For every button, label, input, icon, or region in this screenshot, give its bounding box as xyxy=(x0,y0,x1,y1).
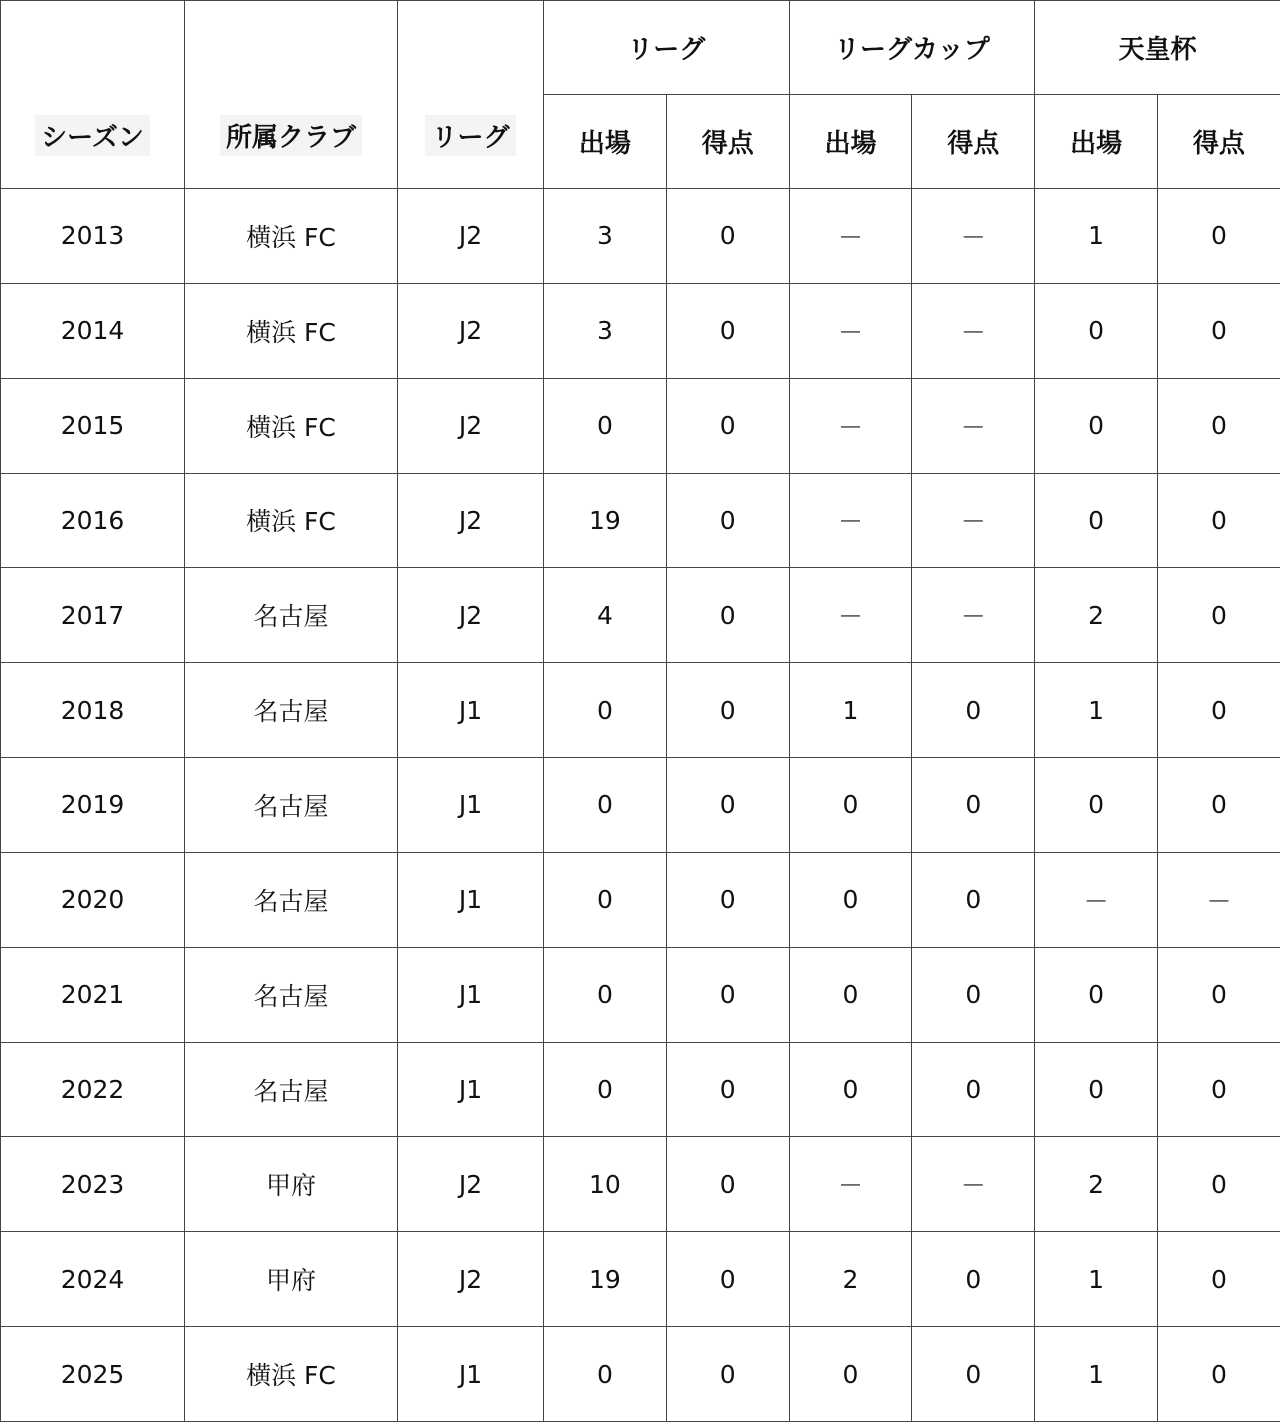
cell-season: 2021 xyxy=(1,947,185,1042)
cell-league-apps: 0 xyxy=(544,663,667,758)
cell-league: J1 xyxy=(398,852,544,947)
cell-league-goals: 0 xyxy=(666,758,789,853)
cell-league-cup-apps: － xyxy=(789,378,912,473)
cell-club: 横浜 FC xyxy=(185,283,398,378)
cell-league-goals: 0 xyxy=(666,283,789,378)
header-league-apps: 出場 xyxy=(544,95,667,189)
cell-league-goals: 0 xyxy=(666,947,789,1042)
cell-league-cup-apps: 0 xyxy=(789,758,912,853)
cell-league-cup-apps: 2 xyxy=(789,1232,912,1327)
cell-league-cup-goals: 0 xyxy=(912,852,1035,947)
cell-league-apps: 4 xyxy=(544,568,667,663)
cell-league-goals: 0 xyxy=(666,663,789,758)
cell-league: J1 xyxy=(398,758,544,853)
header-league-goals: 得点 xyxy=(666,95,789,189)
cell-season: 2013 xyxy=(1,189,185,284)
cell-season: 2015 xyxy=(1,378,185,473)
cell-season: 2016 xyxy=(1,473,185,568)
cell-emperors-cup-goals: 0 xyxy=(1158,1327,1280,1422)
table-row xyxy=(1,378,1280,473)
cell-emperors-cup-apps: 2 xyxy=(1035,1137,1158,1232)
cell-emperors-cup-apps: － xyxy=(1035,852,1158,947)
cell-club: 横浜 FC xyxy=(185,189,398,284)
cell-season: 2022 xyxy=(1,1042,185,1137)
cell-emperors-cup-apps: 0 xyxy=(1035,283,1158,378)
cell-emperors-cup-goals: 0 xyxy=(1158,1232,1280,1327)
cell-league-goals: 0 xyxy=(666,1327,789,1422)
cell-emperors-cup-goals: 0 xyxy=(1158,189,1280,284)
table-row xyxy=(1,568,1280,663)
cell-season: 2014 xyxy=(1,283,185,378)
table-row xyxy=(1,189,1280,284)
header-league-cup-apps: 出場 xyxy=(789,95,912,189)
cell-club: 甲府 xyxy=(185,1137,398,1232)
cell-emperors-cup-apps: 0 xyxy=(1035,1042,1158,1137)
cell-league-cup-apps: 0 xyxy=(789,1042,912,1137)
cell-club: 名古屋 xyxy=(185,947,398,1042)
cell-emperors-cup-goals: 0 xyxy=(1158,758,1280,853)
cell-league-apps: 0 xyxy=(544,1042,667,1137)
table-row xyxy=(1,1232,1280,1327)
cell-league-apps: 0 xyxy=(544,1327,667,1422)
cell-league: J2 xyxy=(398,1232,544,1327)
cell-league-cup-goals: － xyxy=(912,568,1035,663)
cell-league-cup-goals: － xyxy=(912,189,1035,284)
cell-league-cup-apps: － xyxy=(789,568,912,663)
cell-league: J2 xyxy=(398,378,544,473)
cell-season: 2025 xyxy=(1,1327,185,1422)
cell-club: 名古屋 xyxy=(185,758,398,853)
cell-league-apps: 0 xyxy=(544,758,667,853)
header-league-cup-goals: 得点 xyxy=(912,95,1035,189)
cell-club: 名古屋 xyxy=(185,1042,398,1137)
header-group-league: リーグ xyxy=(544,1,790,95)
cell-club: 名古屋 xyxy=(185,568,398,663)
cell-emperors-cup-goals: 0 xyxy=(1158,947,1280,1042)
cell-league-apps: 19 xyxy=(544,473,667,568)
cell-emperors-cup-apps: 0 xyxy=(1035,947,1158,1042)
cell-season: 2019 xyxy=(1,758,185,853)
cell-league-apps: 0 xyxy=(544,947,667,1042)
table-row xyxy=(1,663,1280,758)
cell-emperors-cup-apps: 2 xyxy=(1035,568,1158,663)
cell-league: J2 xyxy=(398,568,544,663)
header-group-emperors-cup: 天皇杯 xyxy=(1035,1,1280,95)
table-row xyxy=(1,947,1280,1042)
cell-league: J1 xyxy=(398,947,544,1042)
table-row xyxy=(1,283,1280,378)
cell-league: J2 xyxy=(398,189,544,284)
cell-league-cup-apps: － xyxy=(789,283,912,378)
cell-league-apps: 10 xyxy=(544,1137,667,1232)
cell-league: J1 xyxy=(398,1327,544,1422)
header-group-league-cup: リーグカップ xyxy=(789,1,1035,95)
cell-league-cup-apps: 0 xyxy=(789,947,912,1042)
cell-club: 横浜 FC xyxy=(185,473,398,568)
table-row xyxy=(1,1327,1280,1422)
table-row xyxy=(1,1042,1280,1137)
table-row xyxy=(1,758,1280,853)
cell-league-goals: 0 xyxy=(666,852,789,947)
cell-club: 名古屋 xyxy=(185,663,398,758)
cell-club: 横浜 FC xyxy=(185,378,398,473)
cell-season: 2017 xyxy=(1,568,185,663)
cell-league-apps: 19 xyxy=(544,1232,667,1327)
cell-season: 2024 xyxy=(1,1232,185,1327)
cell-league: J2 xyxy=(398,1137,544,1232)
table-row xyxy=(1,852,1280,947)
cell-season: 2018 xyxy=(1,663,185,758)
cell-season: 2020 xyxy=(1,852,185,947)
header-emperors-cup-apps: 出場 xyxy=(1035,95,1158,189)
cell-league-goals: 0 xyxy=(666,473,789,568)
cell-emperors-cup-goals: 0 xyxy=(1158,378,1280,473)
cell-league-goals: 0 xyxy=(666,568,789,663)
table-header xyxy=(1,1,1280,189)
cell-league-cup-apps: － xyxy=(789,473,912,568)
cell-emperors-cup-apps: 1 xyxy=(1035,1232,1158,1327)
cell-league-cup-goals: － xyxy=(912,283,1035,378)
cell-emperors-cup-goals: 0 xyxy=(1158,1042,1280,1137)
cell-emperors-cup-goals: 0 xyxy=(1158,663,1280,758)
cell-emperors-cup-apps: 1 xyxy=(1035,1327,1158,1422)
cell-club: 横浜 FC xyxy=(185,1327,398,1422)
cell-league: J1 xyxy=(398,663,544,758)
header-emperors-cup-goals: 得点 xyxy=(1158,95,1280,189)
cell-club: 甲府 xyxy=(185,1232,398,1327)
cell-league-cup-apps: － xyxy=(789,189,912,284)
table-body xyxy=(1,189,1280,1422)
cell-emperors-cup-apps: 1 xyxy=(1035,663,1158,758)
cell-league-cup-apps: 1 xyxy=(789,663,912,758)
cell-league-cup-goals: － xyxy=(912,473,1035,568)
cell-league-apps: 0 xyxy=(544,852,667,947)
cell-league-cup-goals: 0 xyxy=(912,1042,1035,1137)
cell-emperors-cup-goals: 0 xyxy=(1158,1137,1280,1232)
cell-league-cup-apps: 0 xyxy=(789,1327,912,1422)
cell-emperors-cup-apps: 0 xyxy=(1035,378,1158,473)
header-league: リーグ xyxy=(398,1,544,189)
cell-league-cup-goals: 0 xyxy=(912,1327,1035,1422)
cell-league-cup-goals: 0 xyxy=(912,1232,1035,1327)
cell-emperors-cup-goals: 0 xyxy=(1158,283,1280,378)
cell-league-cup-goals: 0 xyxy=(912,758,1035,853)
cell-league-apps: 0 xyxy=(544,378,667,473)
cell-league: J2 xyxy=(398,473,544,568)
cell-league-goals: 0 xyxy=(666,1042,789,1137)
cell-emperors-cup-apps: 0 xyxy=(1035,473,1158,568)
cell-league-goals: 0 xyxy=(666,1232,789,1327)
cell-league-cup-apps: 0 xyxy=(789,852,912,947)
cell-league-apps: 3 xyxy=(544,189,667,284)
cell-league-cup-goals: 0 xyxy=(912,947,1035,1042)
cell-league-goals: 0 xyxy=(666,189,789,284)
cell-league-cup-goals: 0 xyxy=(912,663,1035,758)
cell-league-cup-goals: － xyxy=(912,1137,1035,1232)
cell-emperors-cup-apps: 1 xyxy=(1035,189,1158,284)
table-row xyxy=(1,473,1280,568)
cell-emperors-cup-goals: － xyxy=(1158,852,1280,947)
cell-club: 名古屋 xyxy=(185,852,398,947)
table-row xyxy=(1,1137,1280,1232)
cell-league: J1 xyxy=(398,1042,544,1137)
cell-season: 2023 xyxy=(1,1137,185,1232)
cell-league-cup-goals: － xyxy=(912,378,1035,473)
cell-league-apps: 3 xyxy=(544,283,667,378)
cell-league: J2 xyxy=(398,283,544,378)
cell-league-cup-apps: － xyxy=(789,1137,912,1232)
cell-league-goals: 0 xyxy=(666,1137,789,1232)
header-season: シーズン xyxy=(1,1,185,189)
header-row-groups xyxy=(1,1,1280,95)
cell-emperors-cup-goals: 0 xyxy=(1158,473,1280,568)
header-club: 所属クラブ xyxy=(185,1,398,189)
cell-league-goals: 0 xyxy=(666,378,789,473)
cell-emperors-cup-apps: 0 xyxy=(1035,758,1158,853)
cell-emperors-cup-goals: 0 xyxy=(1158,568,1280,663)
